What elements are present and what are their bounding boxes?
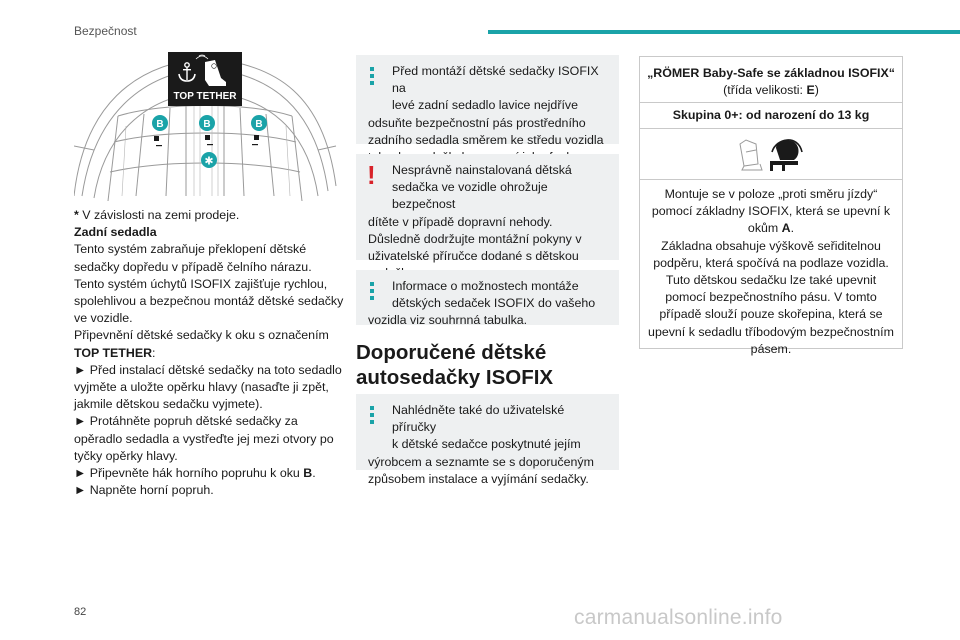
watermark: carmanualsonline.info xyxy=(574,606,783,629)
baby-seat-icon xyxy=(736,134,806,174)
asterisk-marker xyxy=(201,152,217,168)
step-1: ► Před instalací dětské sedačky na toto sedadlo vyjměte a uložte opěrku hlavy (nasaďte ji zpět, jakmile dětskou sedačku vyjmete). xyxy=(74,362,342,412)
step-2: ► Protáhněte popruh dětské sedačky za opěradlo sedadla a vystřeďte jej mezi otvory po tyčky opěrky hlavy. xyxy=(74,414,334,463)
paragraph-1: Tento systém zabraňuje překlopení dětské sedačky dopředu v případě čelního nárazu. xyxy=(74,242,312,274)
step-4: ► Napněte horní popruh. xyxy=(74,483,214,498)
anchor-b-right xyxy=(251,115,267,145)
section-title: Bezpečnost xyxy=(74,24,137,38)
group-row: Skupina 0+: od narození do 13 kg xyxy=(640,103,902,129)
info-note-manual: Nahlédněte také do uživatelské příručky k dětské sedačce poskytnuté jejím výrobcem a seznamte se s doporučeným způsobem instalace a vyjímání sedačky. xyxy=(356,394,619,470)
badge-label: TOP TETHER xyxy=(173,91,237,102)
footnote-text: V závislosti na zemi prodeje. xyxy=(78,208,240,222)
paragraph-3: Připevnění dětské sedačky k oku s označením TOP TETHER: xyxy=(74,328,329,360)
paragraph-2: Tento systém úchytů ISOFIX zajišťuje rychlou, spolehlivou a bezpečnou montáž dětské sedačky ve vozidle. xyxy=(74,276,344,326)
anchor-b-center xyxy=(199,115,215,145)
info-icon xyxy=(370,282,374,303)
anchor-b-left xyxy=(152,115,168,146)
seat-image-row xyxy=(640,129,902,180)
child-seat-table xyxy=(639,56,903,356)
size-class: (třída velikosti: E) xyxy=(723,82,819,97)
footnote xyxy=(74,207,346,224)
top-tether-illustration xyxy=(74,46,338,204)
step-3: ► Připevněte hák horního popruhu k oku B. xyxy=(74,466,316,481)
rear-seats-heading: Zadní sedadla xyxy=(74,225,157,240)
footnote-star: * xyxy=(74,208,79,222)
warning-note: ! Nesprávně nainstalovaná dětská sedačka ve vozidle ohrožuje bezpečnost dítěte v případě dopravní nehody. Důsledně dodržujte montážní pokyny v uživatelské příručce dodané s dětskou xyxy=(356,154,619,260)
desc-3: Tuto dětskou sedačku lze také upevnit pomocí bezpečnostního pásu. V tomto případě slouží pouze skořepina, která se upevní k sedadlu tříbodovým bezpečnostním pásem. xyxy=(648,273,894,356)
info-icon xyxy=(370,67,374,88)
seat-model-title: „RÖMER Baby-Safe se základnou ISOFIX“ xyxy=(647,66,895,80)
svg-text:B: B xyxy=(203,119,211,130)
page-number: 82 xyxy=(74,606,87,618)
recommended-isofix-heading: Doporučené dětské autosedačky ISOFIX xyxy=(356,341,554,389)
info-note-isofix-left-seat: Před montáží dětské sedačky ISOFIX na levé zadní sedadlo lavice nejdříve odsuňte bezpečnostní pás prostředního zadního sedadla směrem ke středu vozidla xyxy=(356,55,619,144)
info-note-summary-table: Informace o možnostech montáže dětských sedaček ISOFIX do vašeho vozidla viz souhrnná tabulka. xyxy=(356,270,619,325)
header-accent-bar xyxy=(488,30,960,34)
desc-1: Montuje se v poloze „proti směru jízdy“ pomocí základny ISOFIX, která se upevní k okům A. xyxy=(651,187,891,236)
warning-icon: ! xyxy=(367,160,376,190)
desc-2: Základna obsahuje výškově seřiditelnou podpěru, která spočívá na podlaze vozidla. xyxy=(653,238,889,270)
svg-text:B: B xyxy=(156,119,164,130)
svg-text:B: B xyxy=(255,119,263,130)
info-icon xyxy=(370,406,374,427)
svg-text:✱: ✱ xyxy=(204,154,214,168)
rear-seat-diagram xyxy=(74,46,338,204)
table-title-row xyxy=(640,57,902,103)
column1-body xyxy=(74,207,346,499)
description-row xyxy=(640,180,902,358)
